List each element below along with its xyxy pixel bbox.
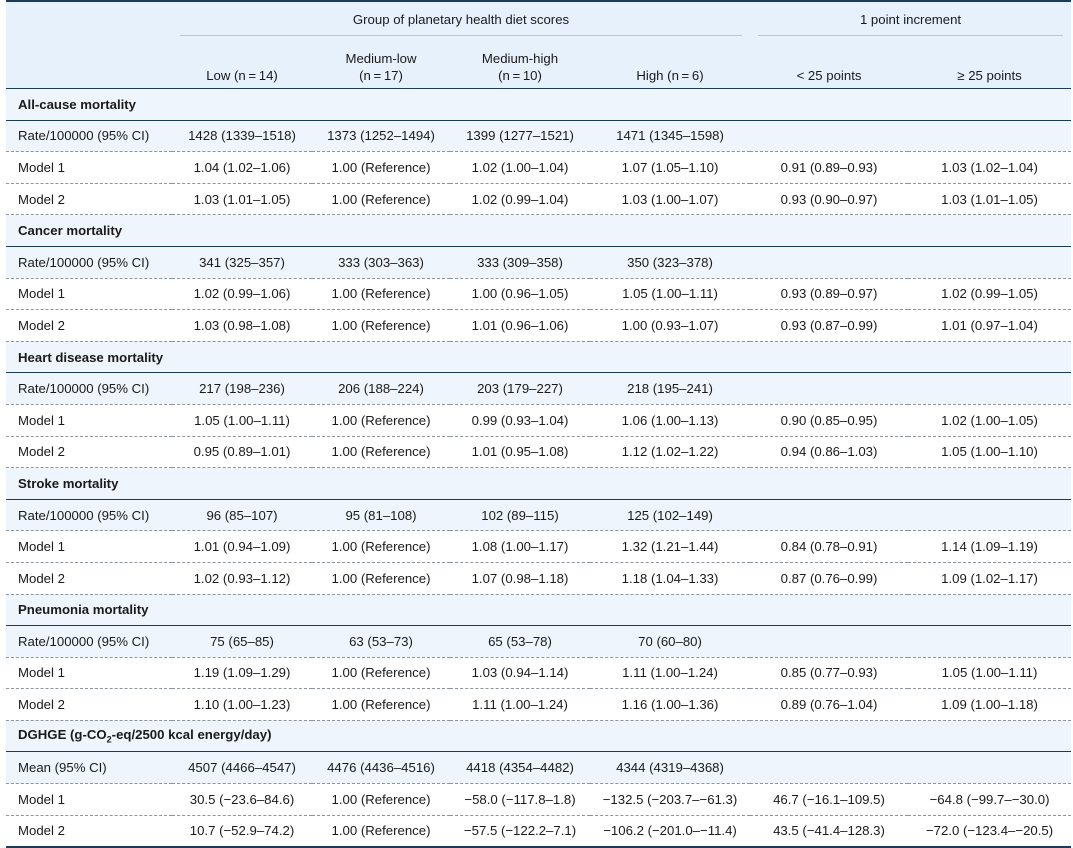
section-title: Stroke mortality [6, 468, 1071, 500]
table-cell [908, 246, 1071, 278]
row-label: Model 2 [6, 815, 172, 847]
table-body [6, 89, 1071, 848]
increment-header-label: 1 point increment [859, 11, 962, 27]
table-cell [908, 499, 1071, 531]
table-cell: 1.00 (Reference) [312, 436, 450, 468]
table-cell: 1.00 (0.96–1.05) [450, 278, 590, 310]
table-cell: 1.00 (Reference) [312, 278, 450, 310]
table-cell: 1.16 (1.00–1.36) [590, 689, 750, 721]
table-cell: 30.5 (−23.6–84.6) [172, 784, 312, 816]
table-cell [750, 499, 908, 531]
table-cell: 1.07 (1.05–1.10) [590, 152, 750, 184]
column-header-row [6, 36, 1071, 89]
column-header-5: < 25 points [750, 36, 908, 89]
table-row [6, 436, 1071, 468]
row-label: Rate/100000 (95% CI) [6, 373, 172, 405]
table-cell: 1.10 (1.00–1.23) [172, 689, 312, 721]
table-row [6, 562, 1071, 594]
section-header-row [6, 720, 1071, 752]
row-label: Model 1 [6, 657, 172, 689]
table-cell: 75 (65–85) [172, 626, 312, 658]
row-label: Rate/100000 (95% CI) [6, 499, 172, 531]
table-cell: 1.02 (1.00–1.05) [908, 404, 1071, 436]
table-cell: 1.05 (1.00–1.10) [908, 436, 1071, 468]
table-row [6, 689, 1071, 721]
table-cell: 218 (195–241) [590, 373, 750, 405]
row-label: Model 1 [6, 784, 172, 816]
table-cell: 1.12 (1.02–1.22) [590, 436, 750, 468]
table-row [6, 278, 1071, 310]
table-cell: 1.03 (1.00–1.07) [590, 183, 750, 215]
table-cell: 1.05 (1.00–1.11) [172, 404, 312, 436]
row-label: Model 1 [6, 531, 172, 563]
table-row [6, 120, 1071, 152]
table-cell: 1.32 (1.21–1.44) [590, 531, 750, 563]
table-cell: 1.05 (1.00–1.11) [908, 657, 1071, 689]
table-cell: 1.02 (1.00–1.04) [450, 152, 590, 184]
section-header-row [6, 89, 1071, 121]
table-cell: 1.00 (0.93–1.07) [590, 310, 750, 342]
table-cell: 1.00 (Reference) [312, 531, 450, 563]
table-cell: 206 (188–224) [312, 373, 450, 405]
table-cell: 341 (325–357) [172, 246, 312, 278]
table-cell: 63 (53–73) [312, 626, 450, 658]
table-cell: 1.01 (0.95–1.08) [450, 436, 590, 468]
table-row [6, 626, 1071, 658]
table-cell [908, 626, 1071, 658]
table-cell: 1.19 (1.09–1.29) [172, 657, 312, 689]
table-row [6, 183, 1071, 215]
table-cell: 1.14 (1.09–1.19) [908, 531, 1071, 563]
table-cell: 1.00 (Reference) [312, 657, 450, 689]
column-header-2: Medium-low (n = 17) [312, 36, 450, 89]
section-title: All-cause mortality [6, 89, 1071, 121]
row-label: Model 1 [6, 152, 172, 184]
table-cell: 1.03 (0.98–1.08) [172, 310, 312, 342]
table-cell: 43.5 (−41.4–128.3) [750, 815, 908, 847]
table-cell: 1.02 (0.99–1.06) [172, 278, 312, 310]
row-label: Model 2 [6, 562, 172, 594]
table-cell: 1.01 (0.94–1.09) [172, 531, 312, 563]
row-label: Model 2 [6, 310, 172, 342]
table-cell: 1.03 (1.02–1.04) [908, 152, 1071, 184]
table-cell: 0.93 (0.90–0.97) [750, 183, 908, 215]
table-row [6, 531, 1071, 563]
table-cell: 1399 (1277–1521) [450, 120, 590, 152]
table-cell: 1.02 (0.93–1.12) [172, 562, 312, 594]
column-header-6: ≥ 25 points [908, 36, 1071, 89]
row-label: Model 1 [6, 278, 172, 310]
section-title: Heart disease mortality [6, 341, 1071, 373]
table-cell: 4476 (4436–4516) [312, 752, 450, 784]
table-cell: 1.03 (1.01–1.05) [172, 183, 312, 215]
table-cell: 1.11 (1.00–1.24) [450, 689, 590, 721]
table-cell: 0.84 (0.78–0.91) [750, 531, 908, 563]
table-cell: 4418 (4354–4482) [450, 752, 590, 784]
table-header [6, 1, 1071, 89]
table-cell: 0.89 (0.76–1.04) [750, 689, 908, 721]
table-cell: 333 (309–358) [450, 246, 590, 278]
table-cell: 46.7 (−16.1–109.5) [750, 784, 908, 816]
table-cell: 0.90 (0.85–0.95) [750, 404, 908, 436]
table-cell: −106.2 (−201.0–−11.4) [590, 815, 750, 847]
table-cell: 1.00 (Reference) [312, 183, 450, 215]
table-cell: 1428 (1339–1518) [172, 120, 312, 152]
column-header-3: Medium-high (n = 10) [450, 36, 590, 89]
table-cell: 1.02 (0.99–1.04) [450, 183, 590, 215]
table-cell: 333 (303–363) [312, 246, 450, 278]
row-label: Model 1 [6, 404, 172, 436]
table-row [6, 752, 1071, 784]
table-cell: −58.0 (−117.8–1.8) [450, 784, 590, 816]
table-cell: 4507 (4466–4547) [172, 752, 312, 784]
table-cell: −72.0 (−123.4–−20.5) [908, 815, 1071, 847]
section-header-row [6, 594, 1071, 626]
table-cell: 125 (102–149) [590, 499, 750, 531]
section-title-sub: 2 [106, 734, 112, 745]
table-cell: 0.91 (0.89–0.93) [750, 152, 908, 184]
table-cell: 65 (53–78) [450, 626, 590, 658]
table-cell: 1373 (1252–1494) [312, 120, 450, 152]
table-cell: 1.03 (0.94–1.14) [450, 657, 590, 689]
table-cell: 0.94 (0.86–1.03) [750, 436, 908, 468]
table-cell: 0.99 (0.93–1.04) [450, 404, 590, 436]
row-label: Rate/100000 (95% CI) [6, 120, 172, 152]
header-blank [6, 1, 172, 36]
table-cell: 70 (60–80) [590, 626, 750, 658]
section-title [6, 720, 1071, 752]
table-row [6, 499, 1071, 531]
table-row [6, 815, 1071, 847]
row-label: Model 2 [6, 183, 172, 215]
table-cell: 203 (179–227) [450, 373, 590, 405]
table-cell [908, 373, 1071, 405]
table-cell: −132.5 (−203.7–−61.3) [590, 784, 750, 816]
section-title: Cancer mortality [6, 215, 1071, 247]
table-cell: 4344 (4319–4368) [590, 752, 750, 784]
table-cell: 0.95 (0.89–1.01) [172, 436, 312, 468]
table-row [6, 784, 1071, 816]
table-cell [750, 246, 908, 278]
table-cell: 1.00 (Reference) [312, 689, 450, 721]
row-label: Rate/100000 (95% CI) [6, 246, 172, 278]
row-label: Model 2 [6, 436, 172, 468]
table-cell: −64.8 (−99.7–−30.0) [908, 784, 1071, 816]
table-row [6, 657, 1071, 689]
table-cell: 96 (85–107) [172, 499, 312, 531]
table-row [6, 152, 1071, 184]
table-cell: 95 (81–108) [312, 499, 450, 531]
table-cell: 0.87 (0.76–0.99) [750, 562, 908, 594]
group-header [172, 1, 750, 36]
table-cell: 0.93 (0.87–0.99) [750, 310, 908, 342]
group-header-label: Group of planetary health diet scores [352, 11, 570, 27]
table-cell: 1.09 (1.00–1.18) [908, 689, 1071, 721]
table-row [6, 373, 1071, 405]
section-title-pre: DGHGE (g-CO [18, 727, 107, 743]
mortality-table [6, 0, 1071, 848]
table-row [6, 246, 1071, 278]
table-cell: 1471 (1345–1598) [590, 120, 750, 152]
row-label: Rate/100000 (95% CI) [6, 626, 172, 658]
table-cell: 0.85 (0.77–0.93) [750, 657, 908, 689]
table-cell: 350 (323–378) [590, 246, 750, 278]
column-header-4: High (n = 6) [590, 36, 750, 89]
table-cell: 1.00 (Reference) [312, 404, 450, 436]
table-cell: 1.01 (0.97–1.04) [908, 310, 1071, 342]
table-cell [908, 120, 1071, 152]
table-cell: 217 (198–236) [172, 373, 312, 405]
section-title-post: -eq/2500 kcal energy/day) [111, 727, 272, 743]
table-cell: 1.02 (0.99–1.05) [908, 278, 1071, 310]
increment-header [750, 1, 1071, 36]
table-cell [750, 120, 908, 152]
table-cell: 1.04 (1.02–1.06) [172, 152, 312, 184]
table-cell: 1.06 (1.00–1.13) [590, 404, 750, 436]
table-cell: 1.00 (Reference) [312, 310, 450, 342]
column-header-1: Low (n = 14) [172, 36, 312, 89]
table-cell: 1.07 (0.98–1.18) [450, 562, 590, 594]
table-cell: 10.7 (−52.9–74.2) [172, 815, 312, 847]
table-cell: 0.93 (0.89–0.97) [750, 278, 908, 310]
section-header-row [6, 341, 1071, 373]
row-label: Mean (95% CI) [6, 752, 172, 784]
table-cell: 1.00 (Reference) [312, 152, 450, 184]
table-cell [750, 626, 908, 658]
table-cell: 1.09 (1.02–1.17) [908, 562, 1071, 594]
section-title: Pneumonia mortality [6, 594, 1071, 626]
table-cell: 102 (89–115) [450, 499, 590, 531]
table-cell: −57.5 (−122.2–7.1) [450, 815, 590, 847]
table-row [6, 310, 1071, 342]
table-cell [750, 373, 908, 405]
table-cell: 1.00 (Reference) [312, 815, 450, 847]
row-label: Model 2 [6, 689, 172, 721]
table-cell [750, 752, 908, 784]
section-header-row [6, 468, 1071, 500]
column-header-0 [6, 36, 172, 89]
table-cell: 1.00 (Reference) [312, 562, 450, 594]
table-cell: 1.05 (1.00–1.11) [590, 278, 750, 310]
table-cell: 1.00 (Reference) [312, 784, 450, 816]
table-cell: 1.08 (1.00–1.17) [450, 531, 590, 563]
table-cell: 1.11 (1.00–1.24) [590, 657, 750, 689]
table-cell: 1.18 (1.04–1.33) [590, 562, 750, 594]
table-cell: 1.03 (1.01–1.05) [908, 183, 1071, 215]
table-row [6, 404, 1071, 436]
table-cell: 1.01 (0.96–1.06) [450, 310, 590, 342]
table-cell [908, 752, 1071, 784]
section-header-row [6, 215, 1071, 247]
